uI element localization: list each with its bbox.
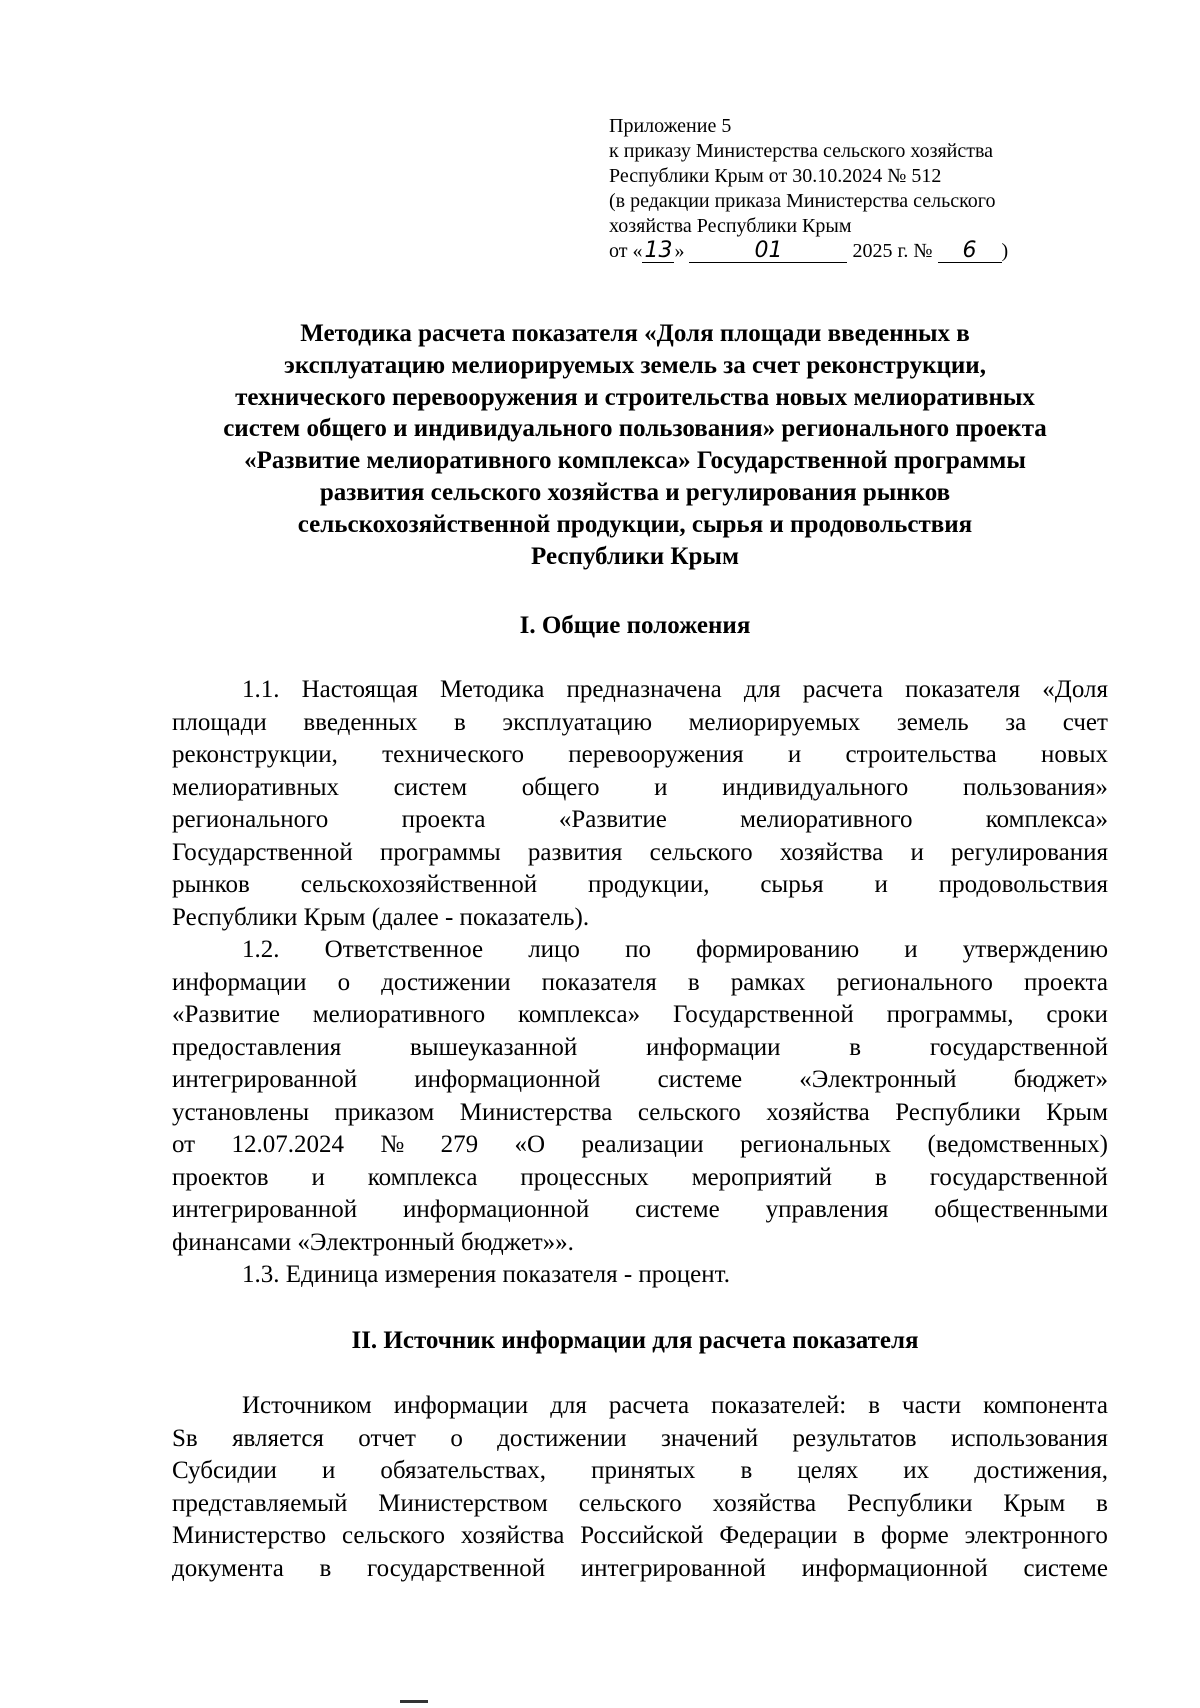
word: общественными [934,1196,1108,1223]
word: Субсидии [172,1457,277,1484]
word: интегрированной [580,1554,766,1582]
text-line [172,837,1108,870]
word: и [654,773,668,801]
text-line [172,999,1108,1032]
word: информации [393,1392,529,1419]
word: счет [1062,708,1108,736]
title-line: технического перевооружения и строительства новых мелиоративных [235,383,1035,411]
word: развития [527,838,623,866]
word: региональных [740,1131,892,1158]
word: форме [880,1522,949,1549]
word: Крым [1046,1098,1108,1126]
word: Настоящая [301,676,418,703]
word: 12.07.2024 [231,1131,344,1158]
word: мелиоративных [172,773,340,801]
word: Республики [895,1098,1021,1126]
appendix-line: хозяйства Республики Крым [609,215,852,237]
word: «Электронный [799,1066,957,1093]
word: для [550,1392,587,1419]
word: управления [765,1196,889,1223]
paragraph-1-3 [172,1259,1108,1292]
word: достижения, [974,1457,1108,1484]
word: сырья [760,871,824,898]
word: расчета [802,676,883,703]
word: информационной [801,1554,988,1582]
word: новых [1041,741,1108,768]
word: продукции, [588,871,710,898]
word: в [454,708,466,736]
word: Ответственное [324,936,484,963]
text-line [172,1064,1108,1097]
word: рынков [172,871,250,898]
date-prefix: от « [609,240,643,262]
word: системе [1023,1554,1108,1582]
word: комплекса [367,1163,478,1191]
word: рамках [730,968,806,996]
word: утверждению [962,936,1108,963]
word: сельского [649,838,753,866]
handwritten-month: 01 [754,238,783,263]
word: и [910,838,924,866]
word: реализации [581,1131,704,1158]
word: принятых [591,1457,696,1484]
word: регулирования [951,838,1108,866]
text-line [172,804,1108,837]
word: сельского [637,1098,741,1126]
word: систем [393,773,468,801]
word: в [1096,1489,1108,1517]
word: перевооружения [568,741,744,768]
doc-number-field [938,240,1002,263]
text-line [172,1097,1108,1130]
word: хозяйства [460,1522,565,1549]
word: земель [896,708,969,736]
appendix-line: (в редакции приказа Министерства сельского [609,190,996,212]
word: представляемый [172,1489,348,1517]
title-line: «Развитие мелиоративного комплекса» Государственной программы [244,447,1026,475]
word: технического [382,741,525,768]
word: «Развитие [172,1001,280,1028]
word: эксплуатацию [502,708,653,736]
page-cutoff-mark [400,1700,428,1703]
word: части [902,1392,962,1419]
appendix-header [609,114,1169,264]
word: лицо [528,936,580,963]
word: государственной [929,1033,1108,1061]
word: сельского [578,1489,682,1517]
word: хозяйства [712,1489,817,1517]
word: общего [521,773,600,801]
title-line: Республики Крым [531,542,739,570]
word: от [172,1131,196,1158]
text-line [172,1455,1108,1488]
text-line [172,674,1108,707]
word: комплекса» [517,1001,641,1028]
word: отчет [358,1424,416,1452]
word: компонента [983,1392,1108,1419]
text-line [172,739,1108,772]
handwritten-number: 6 [962,238,977,263]
document-title [160,318,1110,572]
word: Крым [1003,1489,1066,1517]
text-line [172,772,1108,805]
word: интегрированной [172,1066,358,1093]
word: информационной [403,1196,590,1223]
word: достижении [497,1424,627,1452]
title-line: сельскохозяйственной продукции, сырья и продовольствия [297,510,973,538]
word: Министерством [378,1489,548,1517]
word: Источником [242,1392,372,1419]
text-line [172,1032,1108,1065]
word: сельскохозяйственной [300,871,538,898]
text-line [172,1488,1108,1521]
section-1-heading: I. Общие положения [519,612,751,639]
word: для [743,676,781,703]
word: информации [646,1033,781,1061]
text-line [172,1423,1108,1456]
word: о [450,1424,463,1452]
word: и [904,936,918,963]
text-line: Республики Крым (далее - показатель). [172,903,590,931]
word: сельского [342,1522,446,1549]
word: пользования» [962,773,1108,801]
word: регионального [836,968,993,996]
appendix-line: к приказу Министерства сельского хозяйства [609,140,994,162]
title-line: развития сельского хозяйства и регулирования рынков [319,478,951,506]
paragraph-1-1 [172,674,1108,934]
word: введенных [303,708,418,736]
word: хозяйства [766,1098,870,1126]
word: Государственной [172,838,353,866]
word: показателей: [711,1392,847,1419]
word: в [319,1554,332,1582]
word: системе [657,1066,743,1093]
word: № [380,1131,405,1158]
word: мелиоративного [312,1001,486,1028]
word: проекта [1024,968,1108,996]
date-month-field [689,240,847,263]
appendix-line: Республики Крым от 30.10.2024 № 512 [609,165,942,187]
word: программы [380,838,501,866]
word: реконструкции, [172,741,338,768]
word: интегрированной [172,1196,358,1223]
date-end: ) [1001,240,1009,262]
word: приказом [334,1098,435,1126]
word: и [311,1163,325,1191]
word: их [903,1457,930,1484]
word: в [849,1033,862,1061]
word: информации [172,968,307,996]
word: формированию [696,936,860,963]
word: Sв [172,1424,198,1452]
word: и [787,741,802,768]
word: Государственной [672,1001,854,1028]
word: и [321,1457,336,1484]
word: мероприятий [691,1163,833,1191]
word: проекта [401,806,486,833]
date-day-field [642,240,674,263]
title-line: систем общего и индивидуального пользования» регионального проекта [223,415,1047,443]
word: в [868,1392,880,1419]
word: обязательствах, [380,1457,547,1484]
section-2-heading: II. Источник информации для расчета показателя [351,1327,919,1354]
text-line: финансами «Электронный бюджет»». [172,1228,574,1256]
word: вышеуказанной [409,1033,578,1061]
title-line: Методика расчета показателя «Доля площади введенных в [300,320,970,347]
text-line [172,967,1108,1000]
word: процессных [520,1163,649,1191]
word: предназначена [566,676,722,703]
word: за [1005,708,1027,736]
text-line [172,869,1108,902]
word: проектов [172,1163,269,1191]
text-line [172,1162,1108,1195]
word: документа [172,1554,284,1582]
word: программы, [886,1001,1014,1028]
text-line: 1.3. Единица измерения показателя - процент. [242,1261,730,1288]
paragraph-1-2 [172,934,1108,1259]
word: регионального [172,806,329,833]
text-line [172,1520,1108,1553]
word: хозяйства [779,838,884,866]
word: значений [660,1424,759,1452]
word: в [853,1522,866,1549]
word: информационной [414,1066,601,1093]
word: комплекса» [985,806,1108,833]
word: индивидуального [722,773,909,801]
date-year: 2025 г. № [852,240,933,262]
word: предоставления [172,1033,342,1061]
word: мелиорируемых [688,708,861,736]
word: в [875,1163,887,1191]
text-line [172,1194,1108,1227]
handwritten-day: 13 [644,238,673,263]
word: о [337,968,351,996]
word: и [874,871,888,898]
word: показателя [541,968,657,996]
word: в [687,968,700,996]
word: продовольствия [938,871,1108,898]
word: 1.1. [242,676,280,703]
word: мелиоративного [740,806,913,833]
title-line: эксплуатацию мелиорируемых земель за счет реконструкции, [284,351,986,379]
word: государственной [366,1554,546,1582]
word: установлены [172,1098,310,1126]
word: в [740,1457,753,1484]
paragraph-2-1 [172,1390,1108,1585]
word: «О [514,1131,546,1158]
word: площади [172,708,267,736]
word: Республики [847,1489,973,1517]
word: государственной [929,1163,1108,1191]
text-line [172,1553,1108,1586]
word: системе [635,1196,720,1223]
date-close: » [674,240,685,262]
word: 279 [440,1131,479,1158]
appendix-line: Приложение 5 [609,115,732,137]
word: строительства [845,741,997,768]
word: «Развитие [558,806,667,833]
text-line [172,1390,1108,1423]
word: сроки [1046,1001,1108,1028]
word: результатов [792,1424,917,1452]
word: Российской [580,1522,704,1549]
text-line [172,1129,1108,1162]
word: является [232,1424,324,1452]
word: достижении [381,968,511,996]
word: показателя [905,676,1021,703]
word: целях [797,1457,859,1484]
word: Федерации [719,1522,838,1549]
word: использования [950,1424,1108,1452]
word: «Доля [1042,676,1108,703]
word: Методика [439,676,545,703]
word: по [625,936,651,963]
word: (ведомственных) [927,1131,1108,1158]
text-line [172,707,1108,740]
amendment-date-line [609,239,1169,264]
word: Министерства [459,1098,613,1126]
text-line [172,934,1108,967]
word: расчета [608,1392,690,1419]
word: Министерство [172,1522,327,1549]
word: электронного [964,1522,1108,1549]
word: бюджет» [1013,1066,1108,1093]
word: 1.2. [242,936,280,963]
